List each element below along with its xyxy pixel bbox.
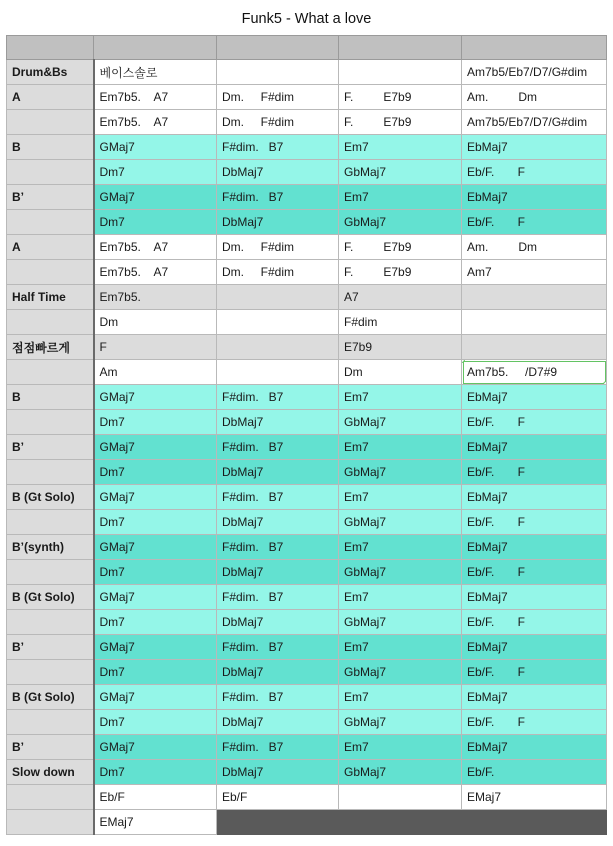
chord-cell[interactable]: Em7b5. A7 bbox=[94, 85, 217, 110]
chord-cell[interactable]: Am7b5/Eb7/D7/G#dim bbox=[462, 60, 607, 85]
section-label-cell[interactable] bbox=[7, 510, 94, 535]
section-label-cell[interactable] bbox=[7, 110, 94, 135]
chord-cell[interactable]: F. E7b9 bbox=[339, 110, 462, 135]
section-label-cell[interactable]: B’ bbox=[7, 435, 94, 460]
table-row bbox=[7, 110, 607, 135]
table-row bbox=[7, 785, 607, 810]
chord-cell[interactable]: DbMaj7 bbox=[217, 710, 339, 735]
section-label-cell[interactable]: Slow down bbox=[7, 760, 94, 785]
chord-cell[interactable]: GbMaj7 bbox=[339, 710, 462, 735]
table-row bbox=[7, 760, 607, 785]
table-row bbox=[7, 510, 607, 535]
chord-cell[interactable]: Eb/F. F bbox=[462, 660, 607, 685]
chord-cell[interactable]: Eb/F bbox=[94, 785, 217, 810]
chord-cell[interactable]: F. E7b9 bbox=[339, 85, 462, 110]
chord-cell[interactable]: F#dim. B7 bbox=[217, 585, 339, 610]
section-label-cell[interactable]: Half Time bbox=[7, 285, 94, 310]
table-row bbox=[7, 285, 607, 310]
chord-cell[interactable]: GbMaj7 bbox=[339, 610, 462, 635]
section-label-cell[interactable]: B (Gt Solo) bbox=[7, 585, 94, 610]
table-row bbox=[7, 60, 607, 85]
chord-cell[interactable]: GMaj7 bbox=[94, 635, 217, 660]
chord-cell[interactable] bbox=[462, 285, 607, 310]
chord-cell[interactable]: GbMaj7 bbox=[339, 560, 462, 585]
section-label-cell[interactable] bbox=[7, 160, 94, 185]
section-label-cell[interactable] bbox=[7, 310, 94, 335]
chord-cell[interactable]: Em7 bbox=[339, 685, 462, 710]
chord-chart-body bbox=[7, 36, 607, 835]
chord-cell[interactable]: F#dim. B7 bbox=[217, 385, 339, 410]
chord-cell[interactable]: E7b9 bbox=[339, 335, 462, 360]
chord-cell[interactable]: EMaj7 bbox=[462, 785, 607, 810]
header-cell[interactable] bbox=[339, 36, 462, 60]
chord-cell[interactable]: EbMaj7 bbox=[462, 735, 607, 760]
chord-cell[interactable]: Dm7 bbox=[94, 560, 217, 585]
chord-cell[interactable]: Dm7 bbox=[94, 760, 217, 785]
chord-cell[interactable]: Am. Dm bbox=[462, 85, 607, 110]
chord-cell[interactable]: Eb/F. F bbox=[462, 610, 607, 635]
chord-cell[interactable]: Em7b5. A7 bbox=[94, 110, 217, 135]
selection-handle-top-left[interactable] bbox=[462, 360, 466, 364]
table-row bbox=[7, 335, 607, 360]
page-title: Funk5 - What a love bbox=[241, 11, 372, 27]
selection-handle-bottom-right[interactable] bbox=[603, 381, 607, 385]
section-label-cell[interactable] bbox=[7, 660, 94, 685]
section-label-cell[interactable] bbox=[7, 810, 94, 835]
chord-cell[interactable] bbox=[217, 810, 339, 835]
chord-cell[interactable]: Eb/F. F bbox=[462, 210, 607, 235]
chord-cell[interactable]: Dm. F#dim bbox=[217, 260, 339, 285]
chord-cell[interactable]: Em7 bbox=[339, 635, 462, 660]
chord-cell[interactable]: EbMaj7 bbox=[462, 635, 607, 660]
table-row bbox=[7, 685, 607, 710]
section-label-cell[interactable]: B’ bbox=[7, 735, 94, 760]
chord-cell[interactable] bbox=[217, 60, 339, 85]
chord-cell[interactable]: 베이스솔로 bbox=[94, 60, 217, 85]
chord-cell[interactable]: Em7b5. bbox=[94, 285, 217, 310]
chord-cell[interactable]: Em7 bbox=[339, 585, 462, 610]
chord-cell[interactable] bbox=[339, 810, 462, 835]
chord-cell[interactable]: F#dim. B7 bbox=[217, 535, 339, 560]
chord-cell[interactable]: Dm7 bbox=[94, 660, 217, 685]
table-row bbox=[7, 610, 607, 635]
chord-cell[interactable]: Eb/F. F bbox=[462, 710, 607, 735]
chord-cell[interactable]: F#dim. B7 bbox=[217, 135, 339, 160]
chord-cell[interactable]: Am. Dm bbox=[462, 235, 607, 260]
table-row bbox=[7, 660, 607, 685]
section-label-cell[interactable] bbox=[7, 710, 94, 735]
chord-cell[interactable]: Am bbox=[94, 360, 217, 385]
chord-cell[interactable] bbox=[217, 285, 339, 310]
chord-cell[interactable]: EbMaj7 bbox=[462, 385, 607, 410]
section-label-cell[interactable] bbox=[7, 460, 94, 485]
chord-cell[interactable] bbox=[462, 810, 607, 835]
table-row bbox=[7, 410, 607, 435]
chord-cell[interactable]: Em7b5. A7 bbox=[94, 235, 217, 260]
header-row bbox=[7, 36, 607, 60]
chord-cell[interactable]: DbMaj7 bbox=[217, 160, 339, 185]
header-cell[interactable] bbox=[94, 36, 217, 60]
chord-cell[interactable]: Em7 bbox=[339, 135, 462, 160]
chord-cell[interactable]: F#dim. B7 bbox=[217, 635, 339, 660]
chord-cell[interactable]: Eb/F. F bbox=[462, 460, 607, 485]
chord-cell[interactable]: F. E7b9 bbox=[339, 235, 462, 260]
table-row bbox=[7, 135, 607, 160]
chord-cell[interactable]: Dm7 bbox=[94, 510, 217, 535]
section-label-cell[interactable] bbox=[7, 610, 94, 635]
chord-cell[interactable]: Dm7 bbox=[94, 210, 217, 235]
section-label-cell[interactable]: B’ bbox=[7, 635, 94, 660]
chord-cell[interactable]: GMaj7 bbox=[94, 585, 217, 610]
chord-cell[interactable]: DbMaj7 bbox=[217, 610, 339, 635]
chord-cell[interactable]: GMaj7 bbox=[94, 685, 217, 710]
chord-cell[interactable]: Dm. F#dim bbox=[217, 85, 339, 110]
chord-cell[interactable]: DbMaj7 bbox=[217, 560, 339, 585]
section-label-cell[interactable]: A bbox=[7, 85, 94, 110]
chord-cell[interactable]: EbMaj7 bbox=[462, 485, 607, 510]
table-row bbox=[7, 635, 607, 660]
chord-cell[interactable]: F#dim. B7 bbox=[217, 685, 339, 710]
chord-cell[interactable]: Dm7 bbox=[94, 160, 217, 185]
chord-cell[interactable]: A7 bbox=[339, 285, 462, 310]
chord-cell[interactable]: GbMaj7 bbox=[339, 510, 462, 535]
table-row bbox=[7, 535, 607, 560]
chord-cell[interactable]: EbMaj7 bbox=[462, 135, 607, 160]
chord-cell[interactable]: GMaj7 bbox=[94, 385, 217, 410]
header-cell[interactable] bbox=[462, 36, 607, 60]
chord-cell[interactable]: GbMaj7 bbox=[339, 460, 462, 485]
chord-cell[interactable]: Em7 bbox=[339, 485, 462, 510]
table-row bbox=[7, 560, 607, 585]
chord-cell[interactable]: GMaj7 bbox=[94, 735, 217, 760]
chord-cell[interactable]: Dm7 bbox=[94, 410, 217, 435]
chord-cell[interactable]: DbMaj7 bbox=[217, 510, 339, 535]
chord-cell[interactable] bbox=[462, 335, 607, 360]
chord-cell[interactable]: EMaj7 bbox=[94, 810, 217, 835]
chord-cell[interactable]: Dm bbox=[94, 310, 217, 335]
chord-cell[interactable]: Dm bbox=[339, 360, 462, 385]
chord-cell[interactable]: Eb/F. F bbox=[462, 510, 607, 535]
chord-cell[interactable] bbox=[339, 785, 462, 810]
table-row bbox=[7, 160, 607, 185]
chord-cell[interactable]: EbMaj7 bbox=[462, 685, 607, 710]
chord-cell[interactable]: F bbox=[94, 335, 217, 360]
section-label-cell[interactable]: B bbox=[7, 135, 94, 160]
chord-cell[interactable]: GMaj7 bbox=[94, 185, 217, 210]
chord-cell[interactable]: Em7 bbox=[339, 535, 462, 560]
chord-cell[interactable] bbox=[217, 335, 339, 360]
chord-cell[interactable]: F#dim. B7 bbox=[217, 735, 339, 760]
chord-cell[interactable]: F. E7b9 bbox=[339, 260, 462, 285]
chord-cell[interactable]: GbMaj7 bbox=[339, 160, 462, 185]
chord-cell[interactable]: Em7 bbox=[339, 185, 462, 210]
chord-cell[interactable]: Dm7 bbox=[94, 460, 217, 485]
section-label-cell[interactable]: B’(synth) bbox=[7, 535, 94, 560]
section-label-cell[interactable] bbox=[7, 360, 94, 385]
chord-cell[interactable]: GbMaj7 bbox=[339, 660, 462, 685]
chord-cell[interactable] bbox=[217, 360, 339, 385]
table-row bbox=[7, 485, 607, 510]
selected-cell[interactable]: Am7b5. /D7#9 bbox=[462, 360, 607, 385]
section-label-cell[interactable]: B bbox=[7, 385, 94, 410]
chord-cell[interactable]: Eb/F. F bbox=[462, 410, 607, 435]
chord-cell[interactable]: EbMaj7 bbox=[462, 585, 607, 610]
chord-cell[interactable]: GbMaj7 bbox=[339, 760, 462, 785]
chord-cell[interactable]: Eb/F bbox=[217, 785, 339, 810]
chord-cell[interactable] bbox=[462, 310, 607, 335]
section-label-cell[interactable]: Drum&Bs bbox=[7, 60, 94, 85]
section-label-cell[interactable]: A bbox=[7, 235, 94, 260]
chord-cell[interactable]: GMaj7 bbox=[94, 135, 217, 160]
table-row bbox=[7, 385, 607, 410]
section-label-cell[interactable] bbox=[7, 560, 94, 585]
chord-cell[interactable]: DbMaj7 bbox=[217, 410, 339, 435]
chord-cell[interactable]: F#dim. B7 bbox=[217, 185, 339, 210]
chord-cell[interactable]: DbMaj7 bbox=[217, 660, 339, 685]
chord-cell[interactable]: DbMaj7 bbox=[217, 460, 339, 485]
chord-cell[interactable]: GbMaj7 bbox=[339, 410, 462, 435]
chord-cell[interactable]: Am7b5/Eb7/D7/G#dim bbox=[462, 110, 607, 135]
table-row bbox=[7, 435, 607, 460]
chord-cell[interactable]: EbMaj7 bbox=[462, 185, 607, 210]
chord-cell[interactable]: EbMaj7 bbox=[462, 535, 607, 560]
table-row bbox=[7, 735, 607, 760]
section-label-cell[interactable] bbox=[7, 260, 94, 285]
chord-cell[interactable]: GMaj7 bbox=[94, 485, 217, 510]
chord-cell[interactable]: Dm7 bbox=[94, 710, 217, 735]
chord-cell[interactable]: Em7b5. A7 bbox=[94, 260, 217, 285]
chord-cell[interactable]: F#dim bbox=[339, 310, 462, 335]
table-row bbox=[7, 85, 607, 110]
chord-cell[interactable]: DbMaj7 bbox=[217, 760, 339, 785]
table-row bbox=[7, 460, 607, 485]
chord-cell[interactable]: Eb/F. bbox=[462, 760, 607, 785]
chord-chart-table bbox=[6, 35, 607, 835]
chord-cell[interactable] bbox=[217, 310, 339, 335]
table-row bbox=[7, 210, 607, 235]
section-label-cell[interactable]: 점점빠르게 bbox=[7, 335, 94, 360]
section-label-cell[interactable] bbox=[7, 410, 94, 435]
table-row bbox=[7, 310, 607, 335]
chord-cell[interactable] bbox=[339, 60, 462, 85]
table-row bbox=[7, 260, 607, 285]
chord-cell[interactable]: GMaj7 bbox=[94, 435, 217, 460]
header-cell[interactable] bbox=[217, 36, 339, 60]
chord-cell[interactable]: Em7 bbox=[339, 735, 462, 760]
table-row bbox=[7, 710, 607, 735]
table-row bbox=[7, 585, 607, 610]
table-row bbox=[7, 810, 607, 835]
section-label-cell[interactable] bbox=[7, 785, 94, 810]
chord-cell[interactable]: EbMaj7 bbox=[462, 435, 607, 460]
section-label-cell[interactable]: B (Gt Solo) bbox=[7, 485, 94, 510]
chord-cell[interactable]: Dm. F#dim bbox=[217, 235, 339, 260]
chord-cell[interactable]: GbMaj7 bbox=[339, 210, 462, 235]
chord-cell[interactable]: Em7 bbox=[339, 435, 462, 460]
chord-cell[interactable]: Dm. F#dim bbox=[217, 110, 339, 135]
table-row bbox=[7, 185, 607, 210]
chord-cell[interactable]: F#dim. B7 bbox=[217, 485, 339, 510]
chord-cell[interactable]: Eb/F. F bbox=[462, 160, 607, 185]
table-row bbox=[7, 360, 607, 385]
chord-cell[interactable]: Am7 bbox=[462, 260, 607, 285]
table-row bbox=[7, 235, 607, 260]
chord-cell[interactable]: GMaj7 bbox=[94, 535, 217, 560]
chord-cell[interactable]: Em7 bbox=[339, 385, 462, 410]
chord-cell[interactable]: Dm7 bbox=[94, 610, 217, 635]
section-label-cell[interactable] bbox=[7, 210, 94, 235]
chord-cell[interactable]: Eb/F. F bbox=[462, 560, 607, 585]
chord-cell[interactable]: F#dim. B7 bbox=[217, 435, 339, 460]
header-cell[interactable] bbox=[7, 36, 94, 60]
chord-cell[interactable]: DbMaj7 bbox=[217, 210, 339, 235]
section-label-cell[interactable]: B (Gt Solo) bbox=[7, 685, 94, 710]
section-label-cell[interactable]: B’ bbox=[7, 185, 94, 210]
